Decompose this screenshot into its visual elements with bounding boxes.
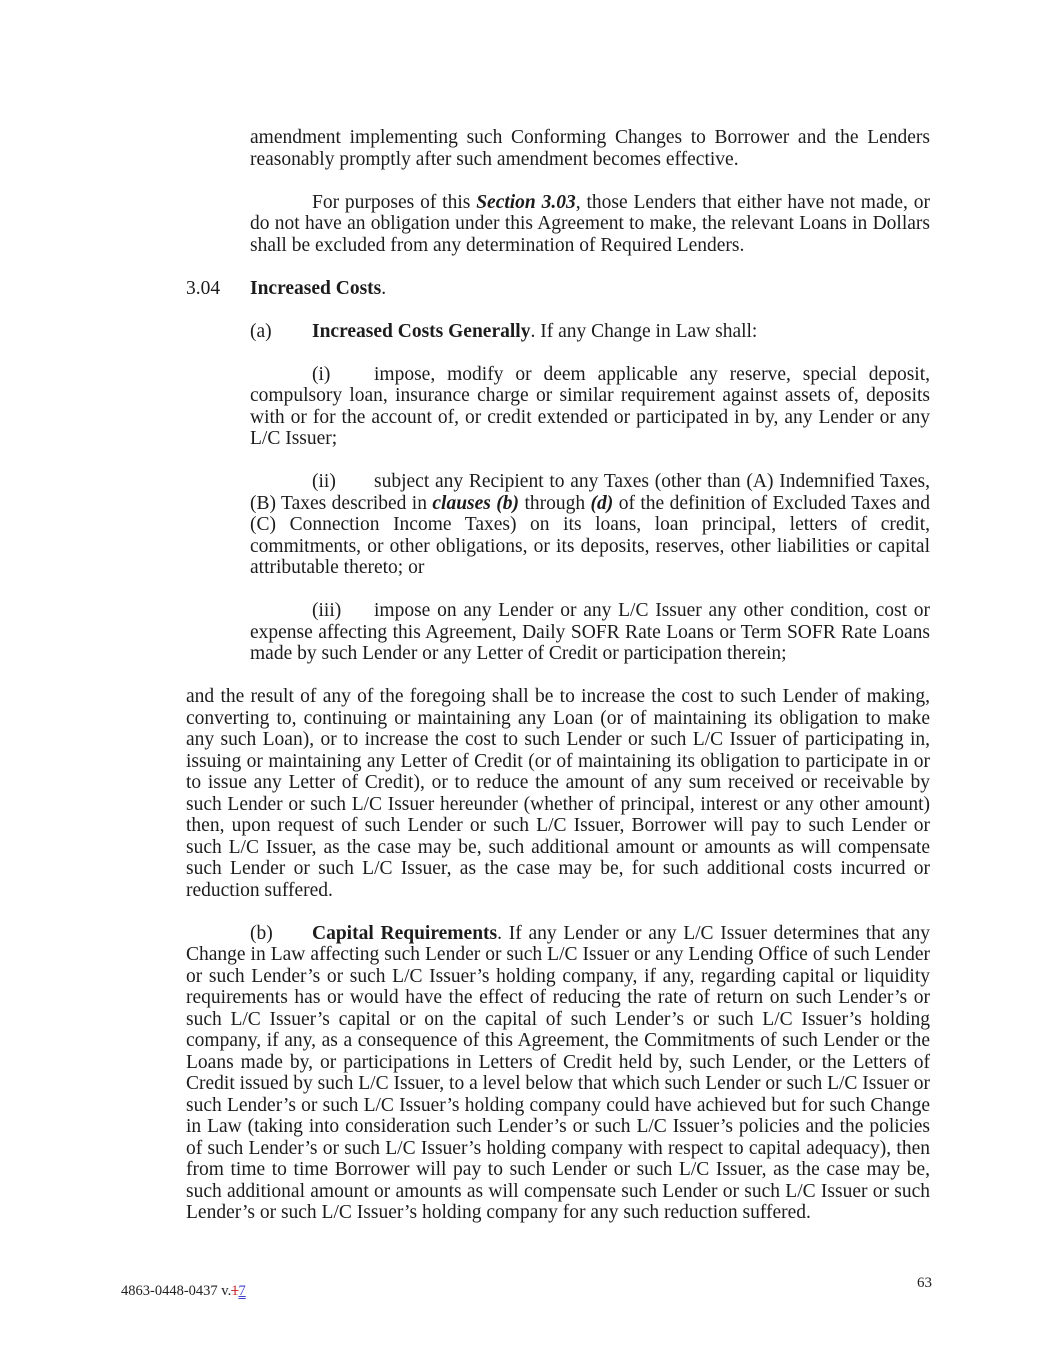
clause-a-rest: . If any Change in Law shall: xyxy=(530,320,758,342)
clause-ii-paragraph xyxy=(250,471,930,579)
clause-ii-text-1: subject any Recipient to any Taxes (other than (A) Indemnified Taxes, (B) Taxes described in xyxy=(250,471,930,514)
page-number: 63 xyxy=(917,1275,932,1291)
version-inserted-redline: 7 xyxy=(238,1283,246,1299)
clause-d-reference: (d) xyxy=(590,492,614,514)
clause-iii-paragraph xyxy=(250,600,930,665)
clause-a-title: Increased Costs Generally xyxy=(312,320,531,342)
paragraph-section-303-purposes xyxy=(250,192,930,257)
section-title-period: . xyxy=(381,277,387,299)
section-number: 3.04 xyxy=(186,277,221,299)
clause-i-text: impose, modify or deem applicable any reserve, special deposit, compulsory loan, insurance charge or similar requirement against assets of, deposits with or for the account of, or credit extended or participated in by, any Lender or any L/C Issuer; xyxy=(250,363,930,449)
purposes-text-pre: For purposes of this xyxy=(312,191,477,213)
section-303-reference: Section 3.03 xyxy=(476,191,576,213)
clause-iii-label: (iii) xyxy=(312,600,342,621)
clause-b-paragraph xyxy=(186,923,930,1224)
clause-ii-text-3: of the definition of Excluded Taxes and (C) Connection Income Taxes) on its loans, loan principal, letters of credit, commitments, or other obligations, or its deposits, reserves, other liabilities or capital attributable thereto; or xyxy=(250,492,930,578)
clause-ii-label: (ii) xyxy=(312,471,336,492)
clause-b-title: Capital Requirements xyxy=(312,922,498,944)
clause-i-paragraph xyxy=(250,364,930,450)
clause-a-heading xyxy=(250,321,930,343)
paragraph-result: and the result of any of the foregoing shall be to increase the cost to such Lender of making, converting to, continuing or maintaining any Loan (or of maintaining its obligation to make any such Loan), or to increase the cost to such Lender or such L/C Issuer of participating in, issuing or maintaining any Letter of Credit (or of maintaining its obligation to participate in or to issue any Letter of Credit), or to reduce the amount of any sum received or receivable by such Lender or such L/C Issuer hereunder (whether of principal, interest or any other amount) then, upon request of such Lender or such L/C Issuer, Borrower will pay to such Lender or such L/C Issuer, as the case may be, such additional amount or amounts as will compensate such Lender or such L/C Issuer, as the case may be, for such additional costs incurred or reduction suffered. xyxy=(186,686,930,901)
clause-b-label: (b) xyxy=(250,922,273,944)
paragraph-amendment-continuation: amendment implementing such Conforming Changes to Borrower and the Lenders reasonably promptly after such amendment becomes effective. xyxy=(250,127,930,170)
clause-b-rest: . If any Lender or any L/C Issuer determines that any Change in Law affecting such Lender or such L/C Issuer or any Lending Office of such Lender or such Lender’s or such L/C Issuer’s holding company, if any, regarding capital or liquidity requirements has or would have the effect of reducing the rate of return on such Lender’s or such L/C Issuer’s capital or on the capital of such Lender’s or such L/C Issuer’s holding company, if any, as a consequence of this Agreement, the Commitments of such Lender or the Loans made by, or participations in Letters of Credit held by, such Lender, or the Letters of Credit issued by such L/C Issuer, to a level below that which such Lender or such L/C Issuer or such Lender’s or such L/C Issuer’s holding company could have achieved but for such Change in Law (taking into consideration such Lender’s or such L/C Issuer’s policies and the policies of such Lender’s or such L/C Issuer’s holding company with respect to capital adequacy), then from time to time Borrower will pay to such Lender or such L/C Issuer, as the case may be, such additional amount or amounts as will compensate such Lender or such L/C Issuer or such Lender’s or such L/C Issuer’s holding company for any such reduction suffered. xyxy=(186,922,930,1223)
clause-i-label: (i) xyxy=(312,363,331,385)
doc-number-prefix: 4863-0448-0437 v. xyxy=(121,1283,232,1299)
version-deleted-redline: 1 xyxy=(231,1283,239,1299)
clause-iii-text: impose on any Lender or any L/C Issuer any other condition, cost or expense affecting this Agreement, Daily SOFR Rate Loans or Term SOFR Rate Loans made by such Lender or any Letter of Credit or participation therein; xyxy=(250,600,930,664)
page-content xyxy=(186,127,930,1245)
clause-a-label: (a) xyxy=(250,320,272,342)
purposes-text-post: , those Lenders that either have not made, or do not have an obligation under this Agreement to make, the relevant Loans in Dollars shall be excluded from any determination of Required Lenders. xyxy=(250,191,930,256)
clause-ii-text-2: through xyxy=(519,492,591,514)
section-heading-3-04 xyxy=(186,278,930,300)
clauses-b-reference: clauses (b) xyxy=(432,492,520,514)
section-title: Increased Costs xyxy=(250,277,382,299)
footer-document-number xyxy=(121,1283,246,1300)
